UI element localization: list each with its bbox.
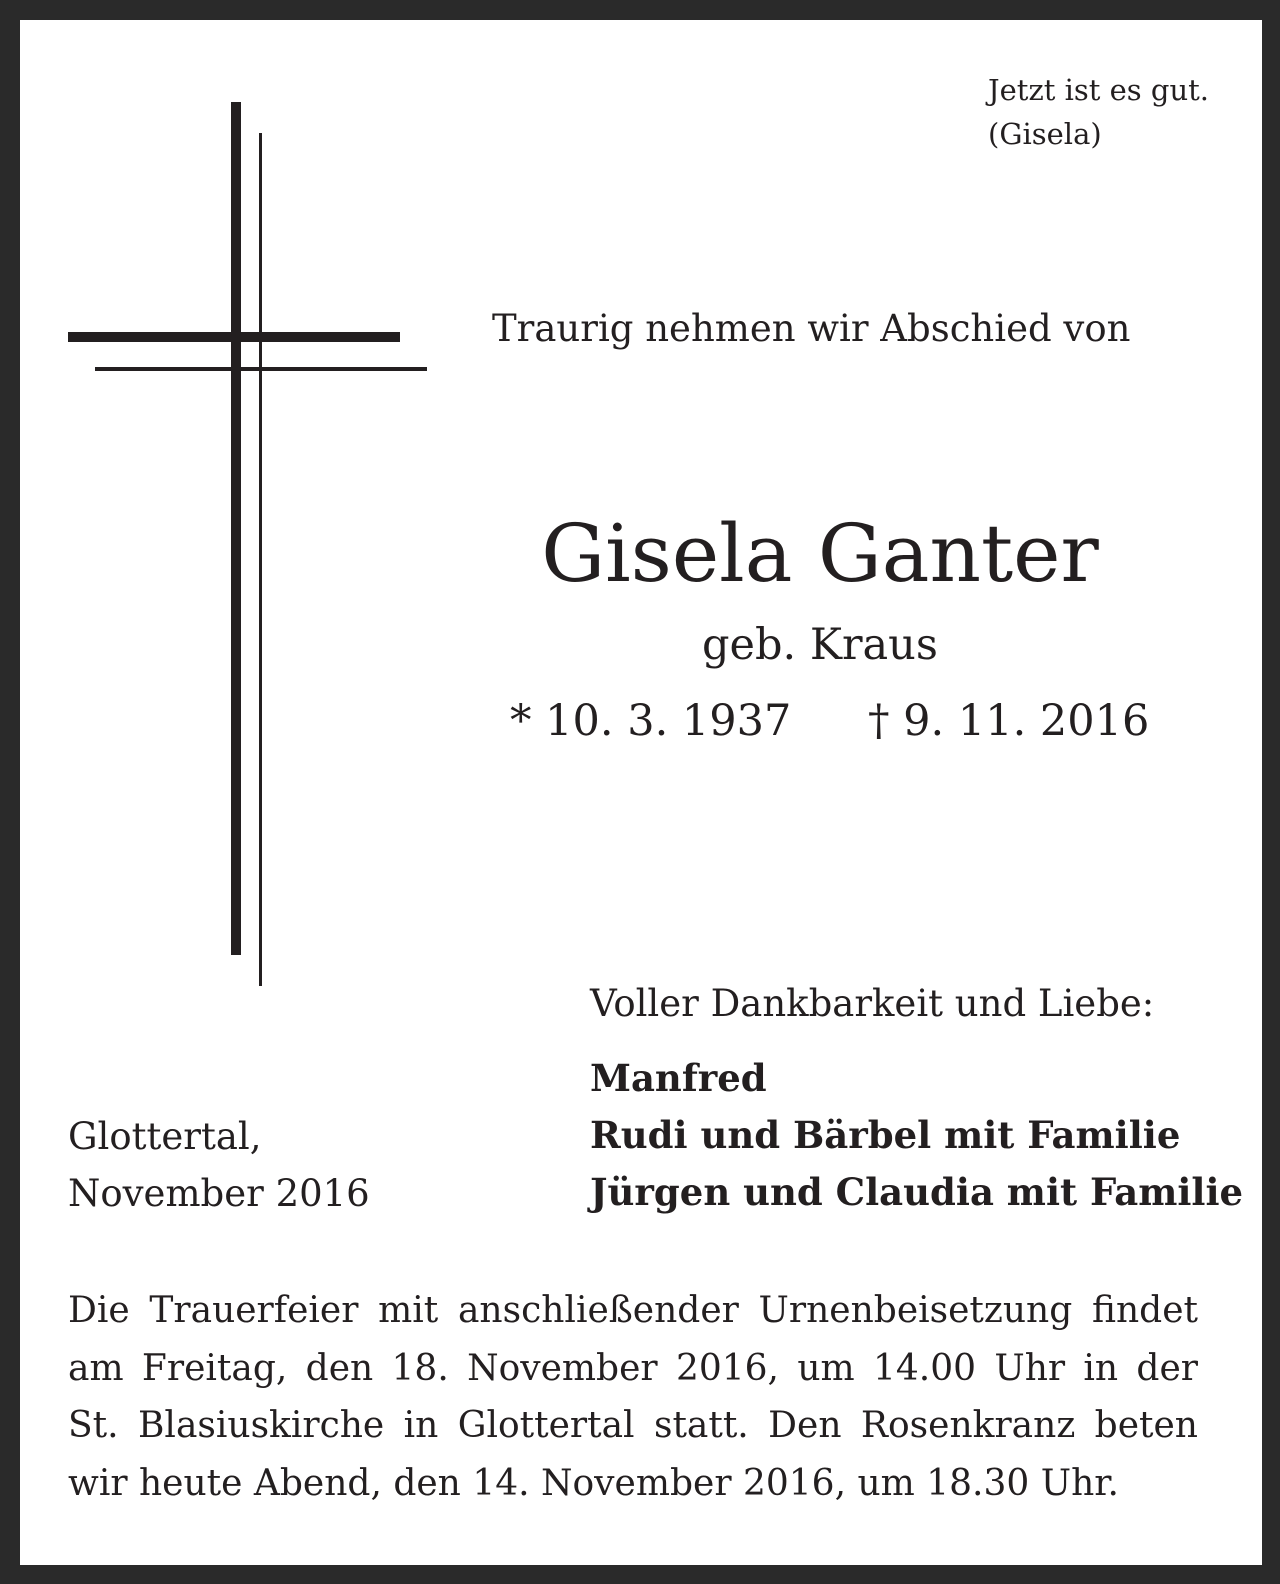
notice-line: am Freitag, den 18. November 2016, um 14.00 Uhr in der [68,1347,1198,1389]
notice-line: wir heute Abend, den 14. November 2016, um 18.30 Uhr. [68,1462,1119,1504]
death-date: † 9. 11. 2016 [868,696,1150,746]
cross-horizontal-line [95,367,427,371]
motto-attribution: (Gisela) [988,117,1102,151]
cross-horizontal-bar [68,332,400,342]
cross-vertical-bar [231,102,241,955]
funeral-notice [68,1282,1198,1512]
notice-line: Die Trauerfeier mit anschließender Urnenbeisetzung findet [68,1290,1198,1331]
month-year: November 2016 [68,1172,370,1215]
obituary-card [20,20,1262,1565]
life-dates [510,694,1150,748]
intro-text: Traurig nehmen wir Abschied von [492,307,1131,350]
mourner: Jürgen und Claudia mit Familie [590,1170,1244,1214]
thanks-line: Voller Dankbarkeit und Liebe: [590,982,1155,1025]
motto-line: Jetzt ist es gut. [988,73,1209,107]
notice-line: St. Blasiuskirche in Glottertal statt. Den Rosenkranz beten [68,1405,1198,1446]
mourners-list [590,1050,1243,1221]
place: Glottertal, [68,1115,262,1158]
deceased-name: Gisela Ganter [541,507,1099,600]
mourner: Manfred [590,1056,767,1100]
place-and-date [68,1108,370,1222]
cross-vertical-line [259,133,262,986]
maiden-name: geb. Kraus [702,620,938,670]
mourner: Rudi und Bärbel mit Familie [590,1113,1181,1157]
birth-date: * 10. 3. 1937 [510,696,792,746]
motto [988,68,1209,156]
